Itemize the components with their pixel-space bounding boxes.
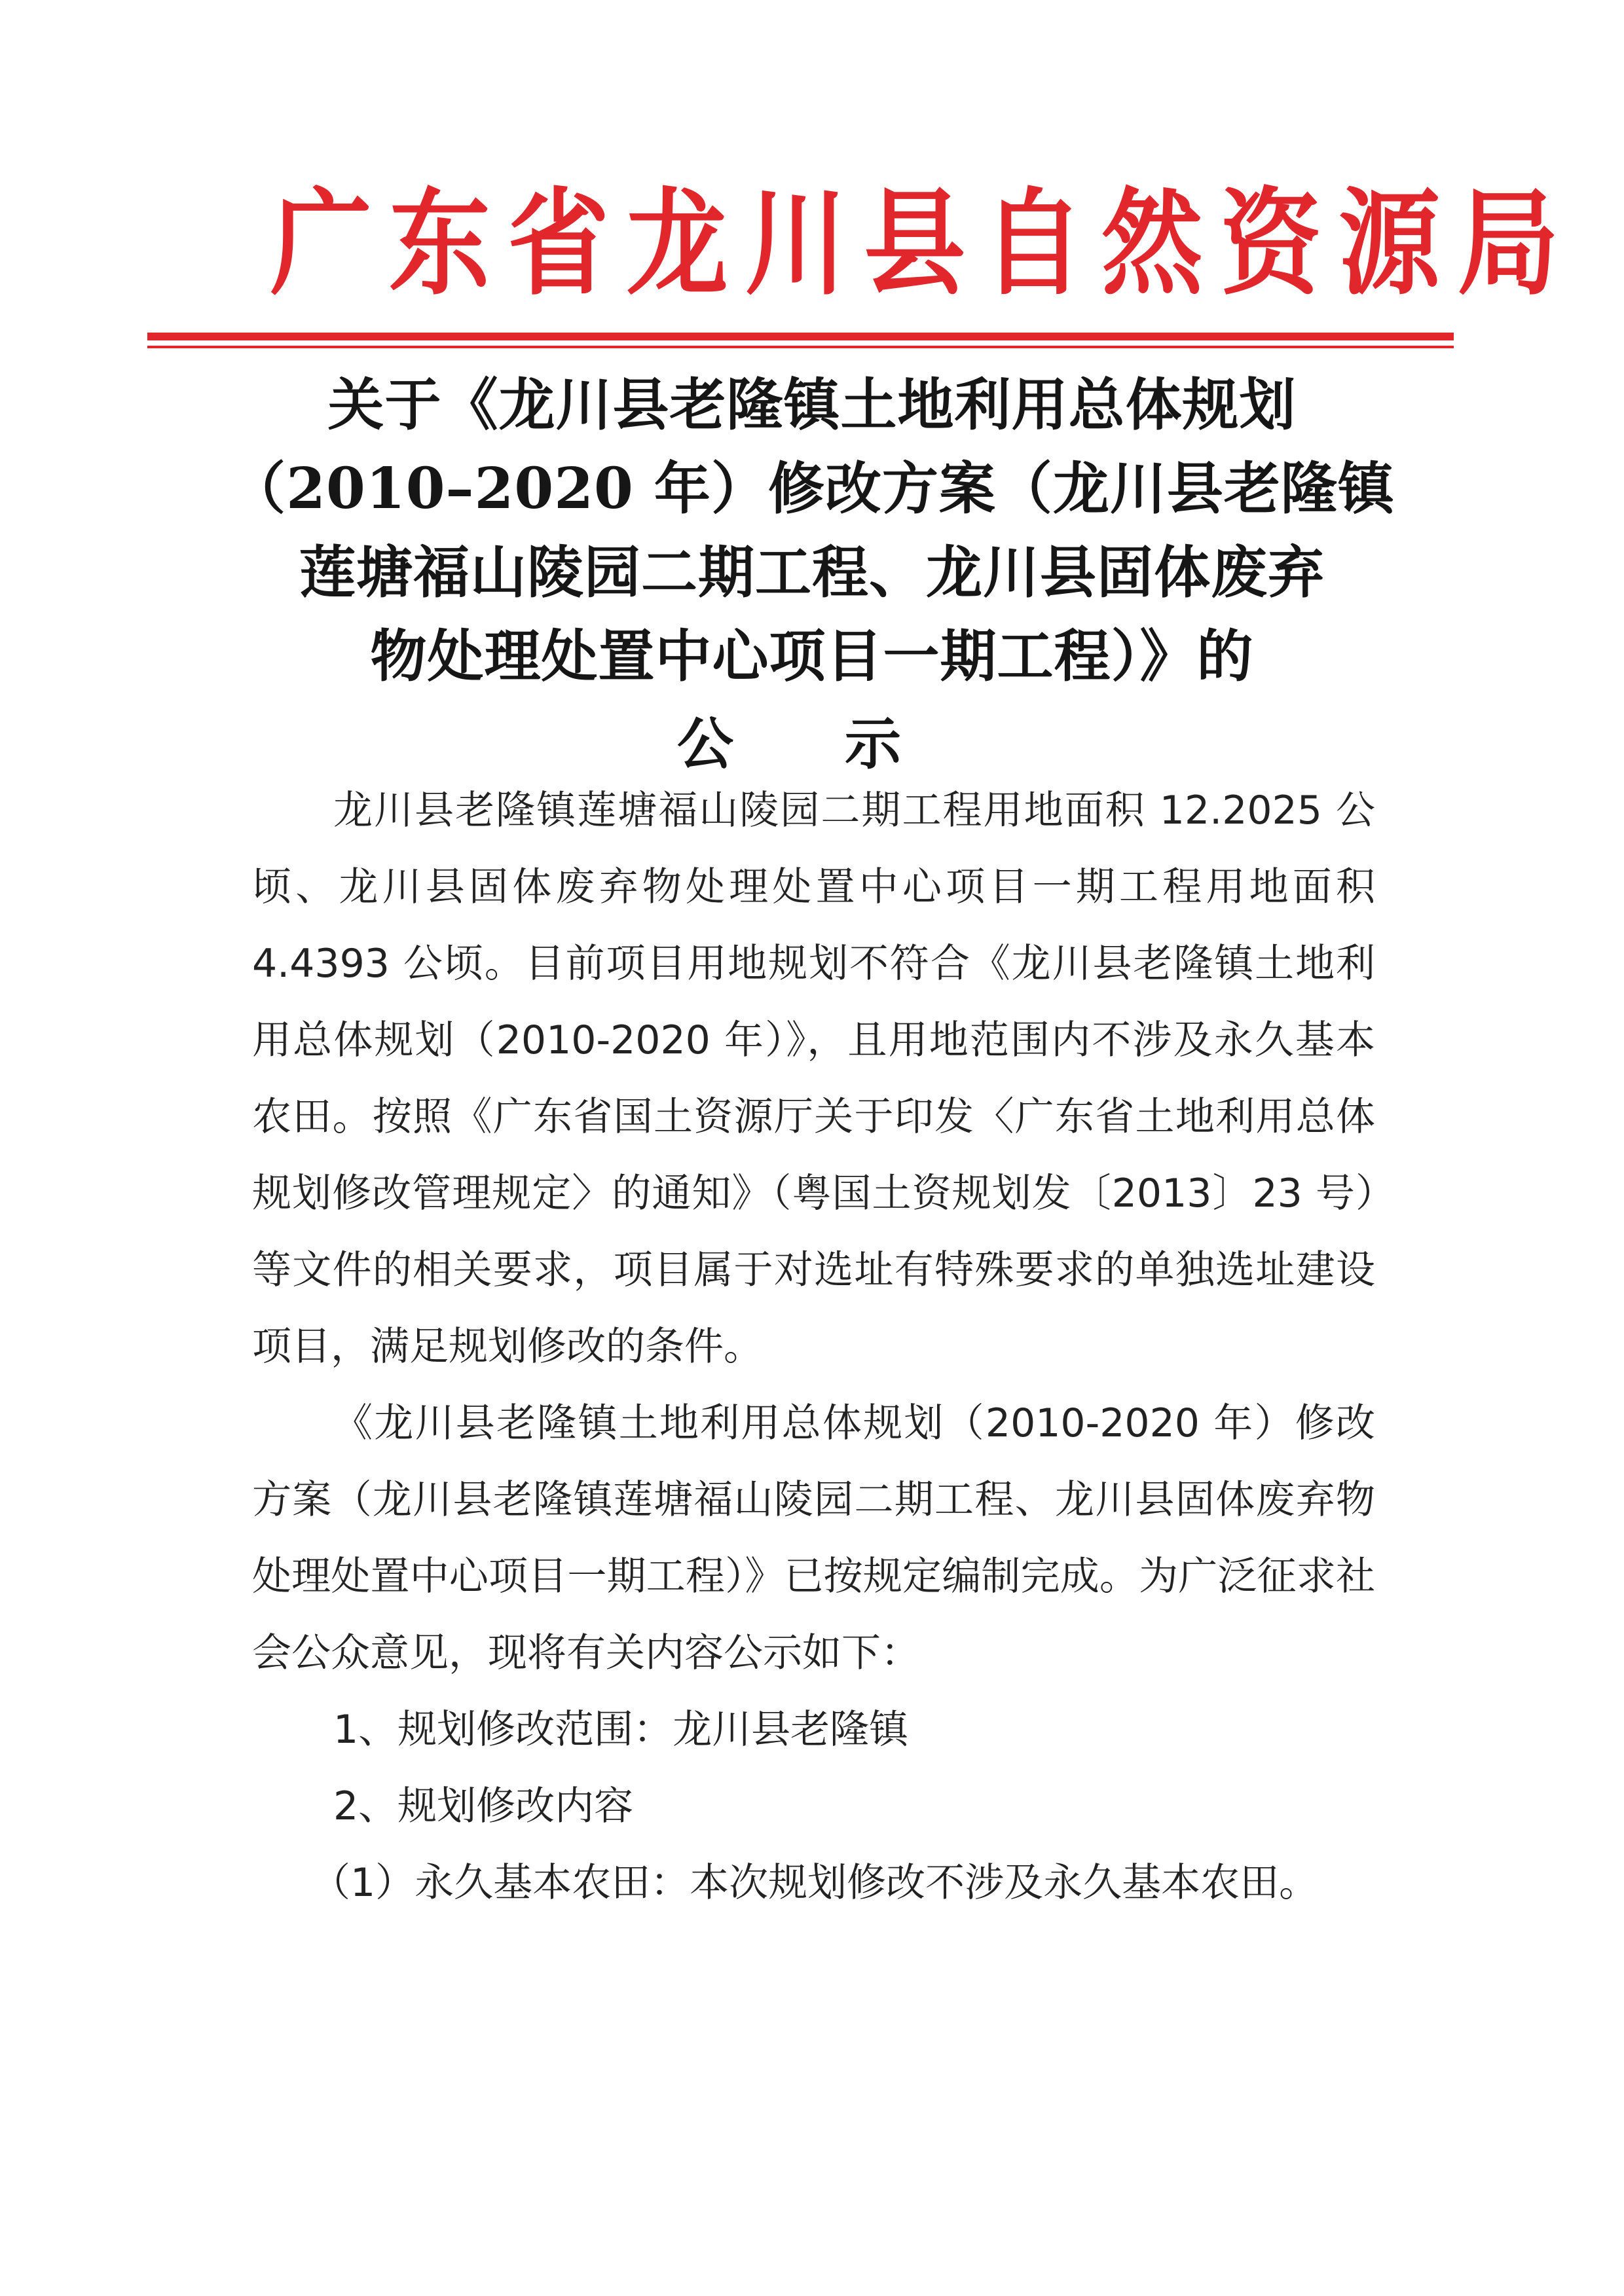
document-title [164, 363, 1460, 786]
letterhead-red-rule-thin [147, 346, 1454, 348]
body-paragraph-2: 《龙川县老隆镇土地利用总体规划（2010-2020 年）修改方案（龙川县老隆镇莲塘福山陵园二期工程、龙川县固体废弃物处理处置中心项目一期工程）》已按规定编制完成。为广泛征求社会公众意见，现将有关内容公示如下： [252, 1400, 1375, 1676]
document-body [252, 773, 1375, 1922]
sub-item-farmland: （1）永久基本农田：本次规划修改不涉及永久基本农田。 [311, 1860, 1319, 1906]
title-notice: 公 示 [677, 711, 947, 777]
letterhead-org-name: 广东省龙川县自然资源局 [270, 175, 1576, 311]
letterhead-red-rule-thick [147, 333, 1454, 340]
body-paragraph-1: 龙川县老隆镇莲塘福山陵园二期工程用地面积 12.2025 公顷、龙川县固体废弃物处理处置中心项目一期工程用地面积 4.4393 公顷。目前项目用地规划不符合《龙川县老隆镇土地利用总体规划（2010-2020 年）》，且用地范围内不涉及永久基本农田。按照《广东省国土资源厅关于印发〈广东省土地利用总体规划修改管理规定〉的通知》（粤国土资规划发〔2013〕23 号）等文件的相关要求，项目属于对选址有特殊要求的单独选址建设项目，满足规划修改的条件。 [252, 788, 1375, 1370]
title-line-3: 莲塘福山陵园二期工程、龙川县固体废弃 [299, 539, 1325, 606]
list-item-content: 2、规划修改内容 [333, 1783, 634, 1829]
title-line-4: 物处理处置中心项目一期工程）》的 [370, 623, 1254, 689]
title-line-1: 关于《龙川县老隆镇土地利用总体规划 [327, 372, 1297, 438]
title-line-2: （2010–2020 年）修改方案（龙川县老隆镇 [229, 456, 1395, 522]
list-item-scope: 1、规划修改范围：龙川县老隆镇 [333, 1707, 909, 1753]
